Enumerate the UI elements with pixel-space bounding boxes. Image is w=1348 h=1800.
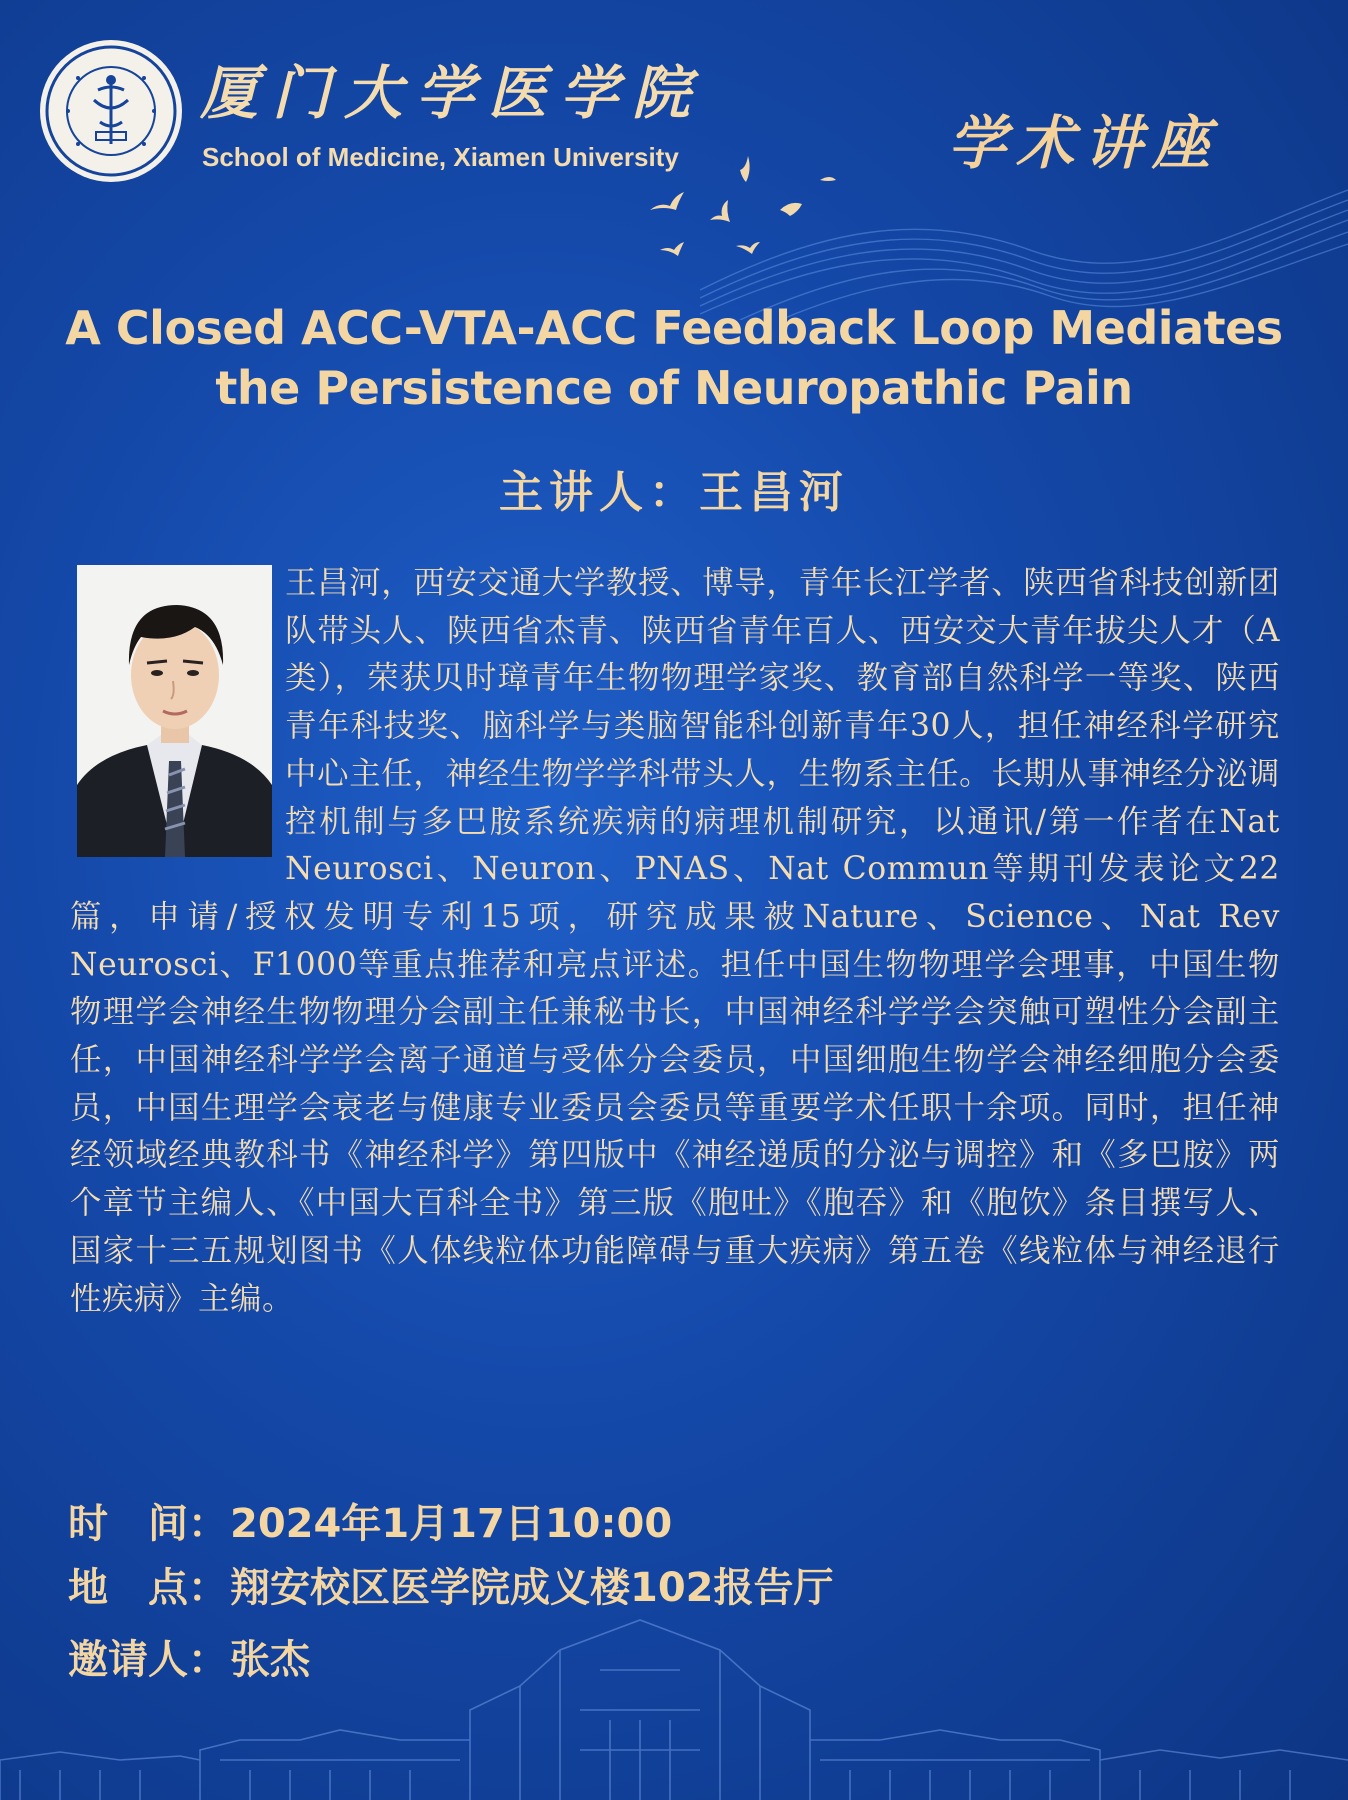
- place-value: 翔安校区医学院成义楼102报告厅: [230, 1565, 834, 1611]
- campus-skyline-decoration: [0, 1590, 1348, 1800]
- lecture-title-line-2: the Persistence of Neuropathic Pain: [215, 361, 1133, 415]
- lecture-time-row: [68, 1492, 672, 1549]
- time-label: 时 间：: [68, 1501, 228, 1547]
- host-value: 张杰: [230, 1637, 310, 1683]
- speaker-bio: [70, 560, 1280, 1323]
- school-name-english: School of Medicine, Xiamen University: [202, 142, 679, 172]
- lecture-title: [40, 298, 1308, 418]
- speaker-heading: 主讲人：王昌河: [499, 467, 849, 518]
- school-name-chinese: 厦门大学医学院: [200, 59, 705, 127]
- host-label: 邀请人：: [68, 1637, 228, 1683]
- photo-spacer: [70, 560, 285, 862]
- speaker-bio-text: 王昌河，西安交通大学教授、博导，青年长江学者、陕西省科技创新团队带头人、陕西省杰青、陕西省青年百人、西安交大青年拔尖人才（A类），荣获贝时璋青年生物物理学家奖、教育部自然科学一等奖、陕西青年科技奖、脑科学与类脑智能科创新青年30人，担任神经科学研究中心主任，神经生物学学科带头人，生物系主任。长期从事神经分泌调控机制与多巴胺系统疾病的病理机制研究，以通讯/第一作者在Nat Neurosci、Neuron、PNAS、Nat Commun等期刊发表论文22篇，申请/授权发明专利15项，研究成果被Nature、Science、Nat Rev Neurosci、F1000等重点推荐和亮点评述。担任中国生物物理学会理事，中国生物物理学会神经生物物理分会副主任兼秘书长，中国神经科学学会突触可塑性分会副主任，中国神经科学学会离子通道与受体分会委员，中国细胞生物学会神经细胞分会委员，中国生理学会衰老与健康专业委员会委员等重要学术任职十余项。同时，担任神经领域经典教科书《神经科学》第四版中《神经递质的分泌与调控》和《多巴胺》两个章节主编人、《中国大百科全书》第三版《胞吐》《胞吞》和《胞饮》条目撰写人、国家十三五规划图书《人体线粒体功能障碍与重大疾病》第五卷《线粒体与神经退行性疾病》主编。: [70, 565, 1280, 1317]
- lecture-series-label: 学术讲座: [948, 109, 1221, 177]
- university-seal-icon: [38, 38, 184, 184]
- time-value: 2024年1月17日10:00: [230, 1501, 673, 1547]
- place-label: 地 点：: [68, 1565, 228, 1611]
- lecture-title-line-1: A Closed ACC-VTA-ACC Feedback Loop Mediates: [65, 301, 1283, 355]
